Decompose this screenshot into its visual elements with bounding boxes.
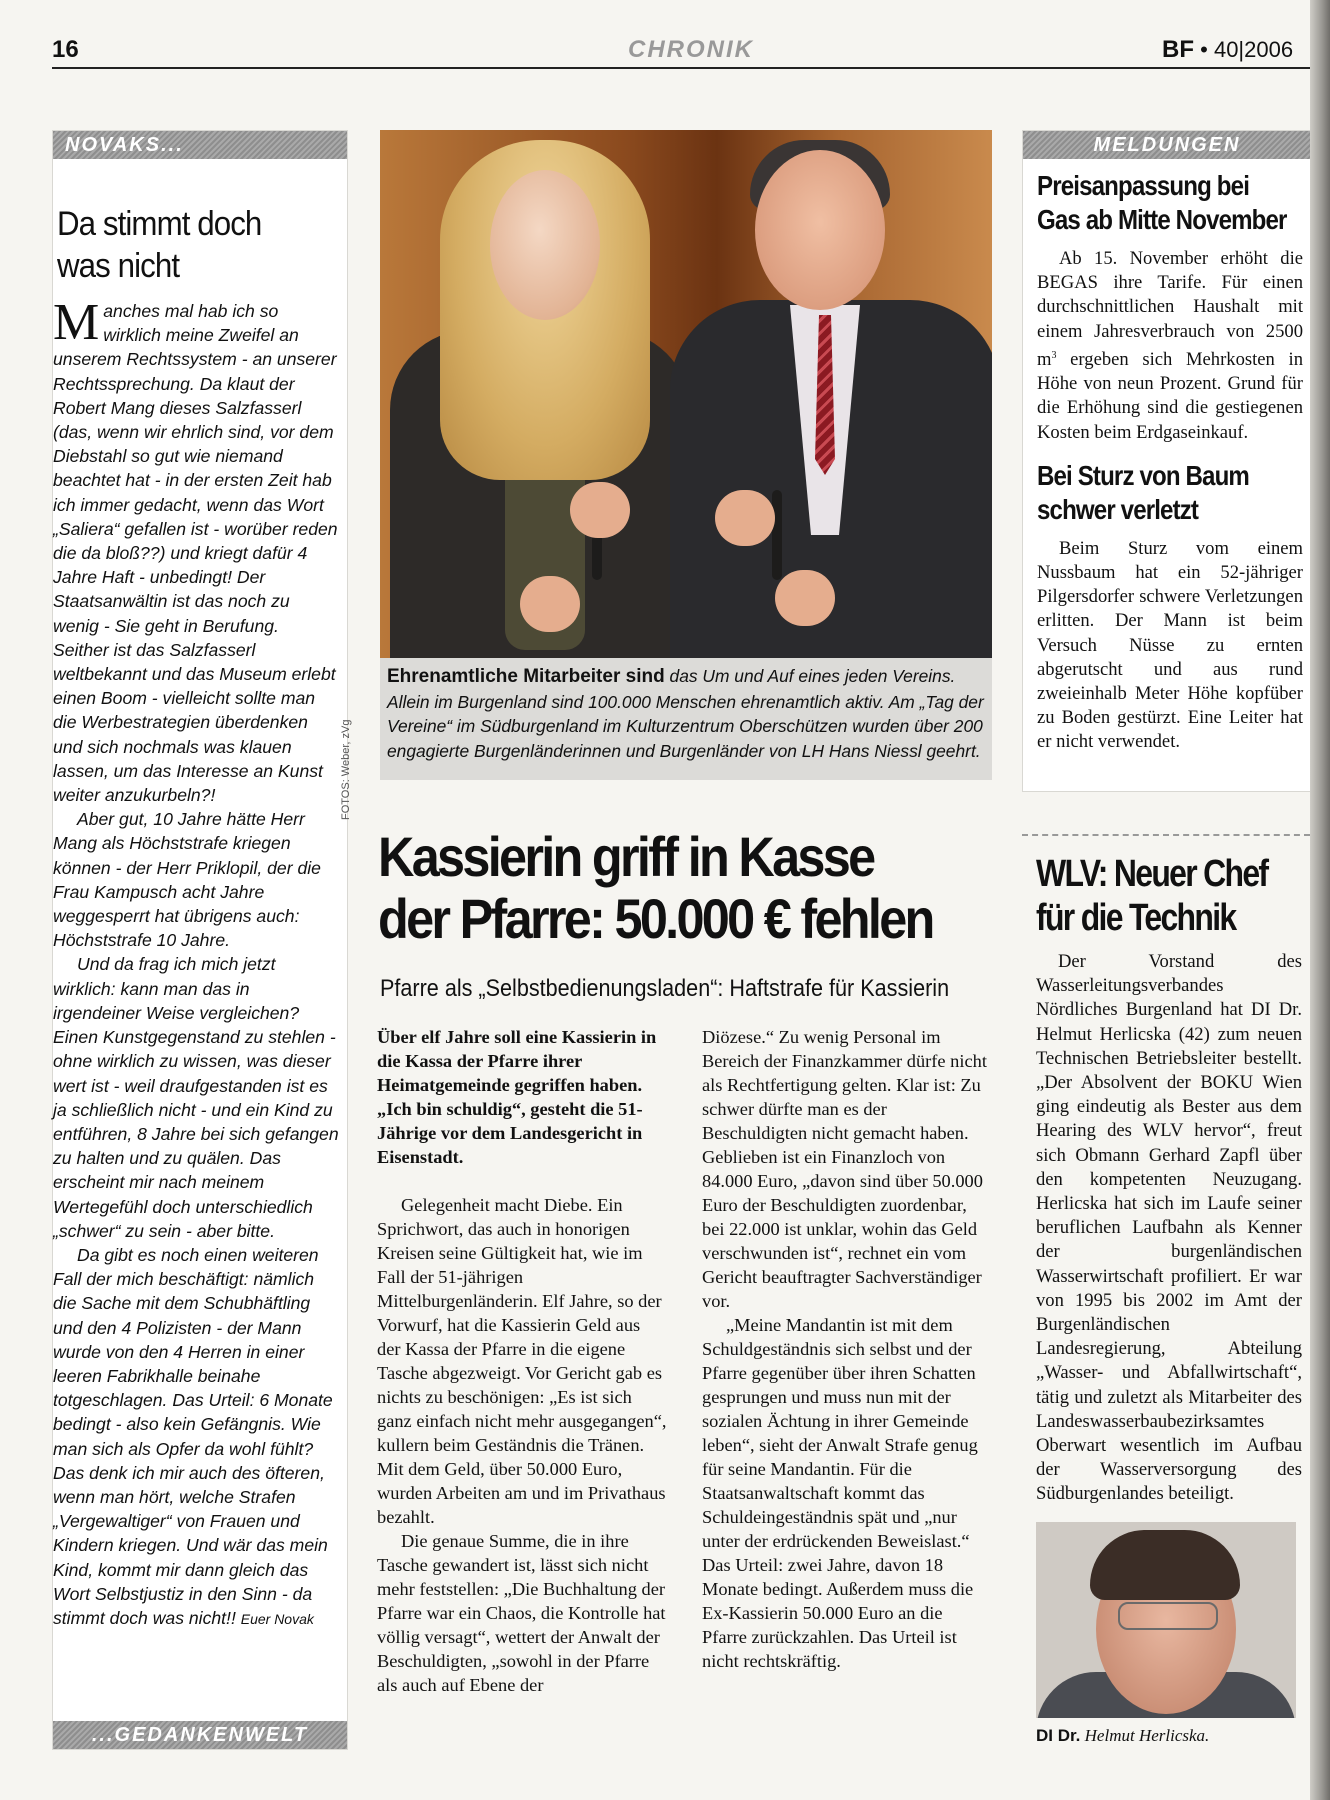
header-rule bbox=[52, 67, 1310, 69]
drop-cap: M bbox=[53, 294, 100, 351]
divider bbox=[1022, 834, 1310, 836]
article-column-2 bbox=[702, 1025, 992, 1673]
page-edge bbox=[1310, 0, 1330, 1800]
issue-separator: • bbox=[1200, 37, 1208, 62]
column-kicker: NOVAKS... bbox=[53, 131, 347, 159]
column-paragraph: Da gibt es noch einen weiteren Fall der mich beschäftigt: nämlich die Sache mit dem Schubhäftling und den 4 Polizisten - der Mann wurde von den 4 Herren in einer leeren Fabrikhalle beinahe totgeschlagen. Das Urteil: 6 Monate bedingt - also kein Gefängnis. Wie man sich als Opfer da wohl fühlt? Das denk ich mir auch des öfteren, wenn man hört, welche Strafen „Vergewaltiger“ von Frauen und Kindern kriegen. Und wär das mein Kind, kommt mir dann gleich das Wort Selbstjustiz in den Sinn - da stimmt doch was nicht!! Euer Novak bbox=[53, 1244, 333, 1628]
column-footer: ...GEDANKENWELT bbox=[53, 1721, 347, 1749]
issue-number: 40|2006 bbox=[1213, 37, 1294, 62]
news-box bbox=[1022, 130, 1312, 792]
news-title-gas: Preisanpassung bei Gas ab Mitte November bbox=[1037, 170, 1287, 235]
headline-line1: Kassierin griff in Kasse bbox=[378, 825, 874, 888]
wlv-text: Der Vorstand des Wasserleitungsverbandes Nördliches Burgenland hat DI Dr. Helmut Herlicska (42) zum neuen Technischen Betriebsleiter bestellt. „Der Absolvent der BOKU Wien ging eindeutig als Bester aus dem Hearing des WLV hervor“, freut sich Obmann Gerhard Zapfl über den kompetenten Neuzugang. Herlicska hat sich im Laufe seiner beruflichen Laufbahn als Kenner der burgenländischen Wasserwirtschaft profiliert. Er war von 1995 bis 2002 im Amt der Burgenländischen Landesregierung, Abteilung „Wasser- und Abfallwirtschaft“, tätig und zuletzt als Mitarbeiter des Landeswasserbaubezirksamtes Oberwart wesentlich im Aufbau der Wasserversorgung des Südburgenlandes beteiligt. bbox=[1036, 951, 1302, 1505]
article-headline bbox=[378, 826, 936, 950]
news-text-gas: Ab 15. November erhöht die BEGAS ihre Tarife. Für einen durchschnittlichen Haushalt mit einem Jahresverbrauch von 2500 $m^3$ ergeben sich Mehrkosten in Höhe von neun Prozent. Grund für die Erhöhung sind die gestiegenen Kosten beim Erdgaseinkauf. bbox=[1037, 248, 1303, 443]
article-lead: Über elf Jahre soll eine Kassierin in die Kassa der Pfarre ihrer Heimatgemeinde gegriffen haben. „Ich bin schuldig“, gesteht die 51-Jährige vor dem Landesgericht in Eisenstadt. bbox=[377, 1027, 657, 1167]
news-kicker: MELDUNGEN bbox=[1023, 131, 1311, 159]
headline-line2: der Pfarre: 50.000 € fehlen bbox=[378, 887, 933, 950]
column-title bbox=[57, 203, 324, 287]
article-paragraph: „Meine Mandantin ist mit dem Schuldgeständnis sich selbst und der Pfarre gegenüber über ihren Schatten gesprungen und muss nun mit der sozialen Ächtung in ihrer Gemeinde leben“, sieht der Anwalt Strafe genug für seine Mandantin. Für die Staatsanwaltschaft kommt das Schuldeingeständnis spät und „nur unter der erdrückenden Beweislast.“ Das Urteil: zwei Jahre, davon 18 Monate bedingt. Außerdem muss die Ex-Kassierin 50.000 Euro an die Pfarre zurückzahlen. Das Urteil ist nicht rechtskräftig. bbox=[702, 1315, 978, 1671]
article-paragraph: Die genaue Summe, die in ihre Tasche gewandert ist, lässt sich nicht mehr feststellen: „Die Buchhaltung der Pfarre war ein Chaos, die Kontrolle hat völlig versagt“, wettert der Anwalt der Beschuldigten, „sowohl in der Pfarre als auch auf Ebene der bbox=[377, 1531, 666, 1695]
opinion-column bbox=[52, 130, 348, 1750]
news-text-fall: Beim Sturz vom einem Nussbaum hat ein 52-jähriger Pilgersdorfer schwere Verletzungen erlitten. Der Mann ist beim Versuch Nüsse zu ernten abgerutscht und aus rund zweieinhalb Meter Höhe kopfüber zu Boden gestürzt. Eine Leiter hat er nicht verwendet. bbox=[1037, 537, 1303, 753]
wlv-box bbox=[1022, 846, 1310, 1748]
news-title-fall: Bei Sturz von Baum schwer verletzt bbox=[1037, 459, 1249, 525]
photo-caption bbox=[380, 658, 992, 780]
issue-info bbox=[1162, 36, 1293, 64]
column-body bbox=[53, 294, 339, 1631]
article-subhead: Pfarre als „Selbstbedienungsladen“: Haftstrafe für Kassierin bbox=[380, 975, 950, 1002]
caption-text: das Um und Auf eines jeden Vereins. Allein im Burgenland sind 100.000 Menschen ehrenamtlich aktiv. Am „Tag der Vereine“ im Südburgenland im Kulturzentrum Oberschützen wurden über 200 engagierte Burgenländerinnen und Burgenländer von LH Hans Niessl geehrt. bbox=[387, 666, 984, 761]
column-signature: Euer Novak bbox=[240, 1610, 314, 1627]
caption-lead: Ehrenamtliche Mitarbeiter sind bbox=[387, 666, 665, 687]
column-title-line1: Da stimmt doch bbox=[57, 205, 262, 243]
photo-credit: FOTOS: Weber, zVg bbox=[340, 719, 352, 820]
page-number: 16 bbox=[52, 36, 79, 63]
column-paragraph: Manches mal hab ich so wirklich meine Zweifel an unserem Rechtssystem - an unserer Rechtssprechung. Da klaut der Robert Mang dieses Salzfasserl (das, wenn wir ehrlich sind, vor dem Diebstahl so gut wie niemand beachtet hat - in der ersten Zeit hab ich immer gedacht, wenn das Wort „Saliera“ gefallen ist - worüber reden die da bloß??) und kriegt dafür 4 Jahre Haft - unbedingt! Der Staatsanwältin ist das noch zu wenig - Sie geht in Berufung. Seither ist das Salzfasserl weltbekannt und das Museum erlebt einen Boom - vielleicht sollte man die Werbestrategien überdenken und sich nochmals was klauen lassen, um das Interesse an Kunst weiter anzukurbeln?! bbox=[53, 294, 338, 806]
column-paragraph: Aber gut, 10 Jahre hätte Herr Mang als Höchststrafe kriegen können - der Herr Priklopil, der die Frau Kampusch acht Jahre weggesperrt hat übrigens auch: Höchststrafe 10 Jahre. bbox=[53, 809, 321, 951]
portrait-photo bbox=[1036, 1522, 1296, 1718]
column-paragraph: Und da frag ich mich jetzt wirklich: kann man das in irgendeiner Weise vergleichen? Einen Kunstgegenstand zu stehlen - ohne wirklich zu wissen, was dieser wert ist - weil draufgestanden ist es ja schließlich nicht - und ein Kind zu entführen, 8 Jahre bei sich gefangen zu halten und zu quälen. Das erscheint mir nach meinem Wertegefühl doch unterschiedlich „schwer“ zu sein - aber bitte. bbox=[53, 954, 339, 1241]
article-paragraph: Diözese.“ Zu wenig Personal im Bereich der Finanzkammer dürfe nicht als Rechtfertigung gelten. Klar ist: Zu schwer dürfte man es der Beschuldigten nicht gemacht haben. Geblieben ist ein Finanzloch von 84.000 Euro, „davon sind über 50.000 Euro der Beschuldigten zuordenbar, bei 22.000 ist unklar, wohin das Geld verschwunden ist“, rechnet ein vom Gericht beauftragter Sachverständiger vor. bbox=[702, 1027, 987, 1311]
event-photo bbox=[380, 130, 992, 658]
article-paragraph: Gelegenheit macht Diebe. Ein Sprichwort, das auch in honorigen Kreisen seine Gültigkeit hat, wie im Fall der 51-jährigen Mittelburgenländerin. Elf Jahre, so der Vorwurf, hat die Kassierin Geld aus der Kassa der Pfarre in die eigene Tasche abgezweigt. Vor Gericht gab es nichts zu beschönigen: „Es ist sich ganz einfach nicht mehr ausgegangen“, kullern beim Geständnis die Tränen. Mit dem Geld, über 50.000 Euro, wurden Arbeiten am und im Privathaus bezahlt. bbox=[377, 1195, 667, 1527]
article-column-1 bbox=[377, 1025, 667, 1697]
section-title: CHRONIK bbox=[628, 36, 754, 63]
portrait-caption: DI Dr. Helmut Herlicska. bbox=[1036, 1726, 1210, 1745]
brand-logo: BF bbox=[1162, 36, 1194, 63]
wlv-title: WLV: Neuer Chef für die Technik bbox=[1036, 853, 1268, 939]
column-title-line2: was nicht bbox=[57, 247, 180, 285]
